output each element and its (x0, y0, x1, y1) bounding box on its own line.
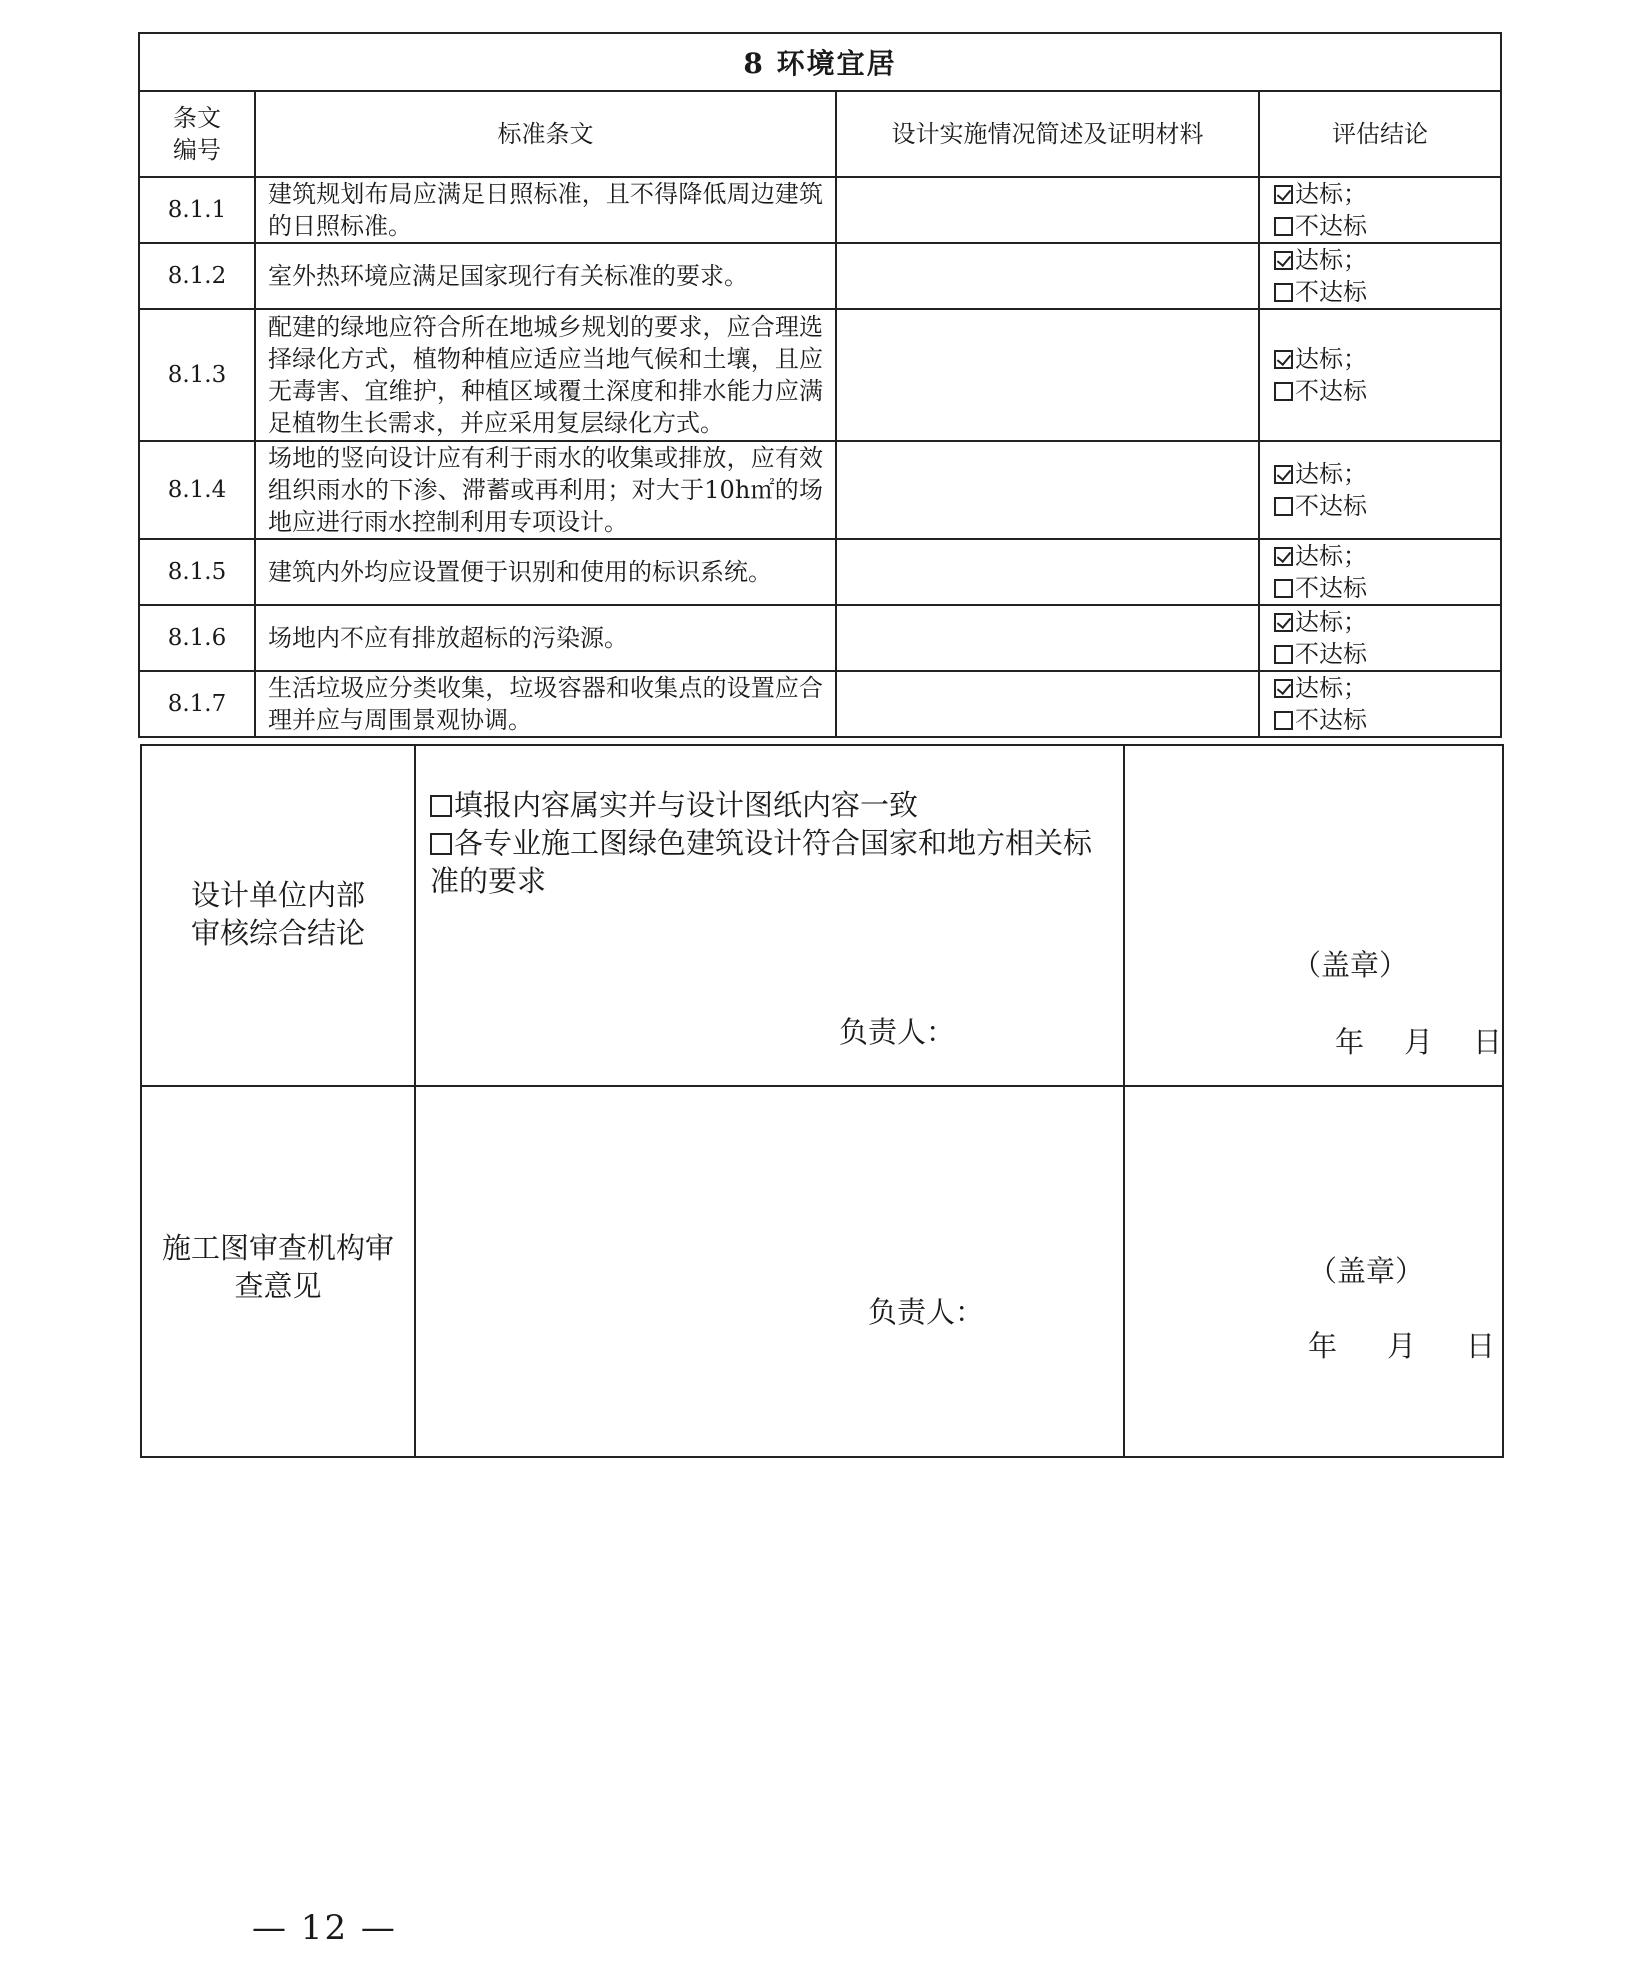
responsible-person-label: 负责人： (868, 1295, 985, 1329)
responsible-person-label: 负责人： (839, 1015, 956, 1049)
checkbox-icon[interactable] (1274, 283, 1293, 302)
review-table (140, 744, 1504, 1458)
table-row (139, 441, 1501, 539)
header-number: 条文编号 (139, 91, 255, 177)
table-row (139, 243, 1501, 309)
meets-standard-option[interactable]: 达标； (1274, 606, 1500, 638)
table-row (139, 309, 1501, 441)
clause-number: 8.1.1 (139, 177, 255, 243)
option-content-accurate[interactable]: 填报内容属实并与设计图纸内容一致 (430, 786, 1103, 824)
design-notes-cell[interactable] (836, 309, 1259, 441)
clause-number: 8.1.7 (139, 671, 255, 737)
clause-text: 生活垃圾应分类收集，垃圾容器和收集点的设置应合理并应与周围景观协调。 (255, 671, 836, 737)
checkbox-checked-icon[interactable] (1274, 613, 1293, 632)
fails-standard-option[interactable]: 不达标 (1274, 210, 1500, 242)
header-design: 设计实施情况简述及证明材料 (836, 91, 1259, 177)
meets-standard-option[interactable]: 达标； (1274, 672, 1500, 704)
option-standards-compliant[interactable]: 各专业施工图绿色建筑设计符合国家和地方相关标准的要求 (430, 826, 1093, 898)
clause-number: 8.1.6 (139, 605, 255, 671)
clause-text: 配建的绿地应符合所在地城乡规划的要求，应合理选择绿化方式，植物种植应适应当地气候和土壤，且应无毒害、宜维护，种植区域覆土深度和排水能力应满足植物生长需求，并应采用复层绿化方式。 (255, 309, 836, 441)
drawing-review-label-line1: 施工图审查机构审 (161, 1231, 394, 1265)
internal-review-label-line1: 设计单位内部 (190, 878, 365, 912)
page-number: — 12 — (252, 1908, 397, 1948)
date-line: 年 月 日 (1308, 1329, 1496, 1363)
drawing-review-seal-cell (1124, 1086, 1503, 1457)
fails-standard-option[interactable]: 不达标 (1274, 490, 1500, 522)
clause-text: 场地内不应有排放超标的污染源。 (255, 605, 836, 671)
fails-standard-option[interactable]: 不达标 (1274, 375, 1500, 407)
conclusion-cell (1259, 177, 1501, 243)
design-notes-cell[interactable] (836, 243, 1259, 309)
checkbox-icon[interactable] (1274, 217, 1293, 236)
checkbox-icon[interactable] (430, 833, 452, 855)
seal-label: （盖章） (1308, 1254, 1425, 1288)
internal-review-row (141, 745, 1503, 1086)
seal-label: （盖章） (1292, 948, 1409, 982)
clause-text: 建筑规划布局应满足日照标准，且不得降低周边建筑的日照标准。 (255, 177, 836, 243)
design-notes-cell[interactable] (836, 605, 1259, 671)
checkbox-checked-icon[interactable] (1274, 251, 1293, 270)
checkbox-checked-icon[interactable] (1274, 547, 1293, 566)
conclusion-cell (1259, 539, 1501, 605)
meets-standard-option[interactable]: 达标； (1274, 244, 1500, 276)
conclusion-cell (1259, 671, 1501, 737)
meets-standard-option[interactable]: 达标； (1274, 343, 1500, 375)
clause-number: 8.1.2 (139, 243, 255, 309)
clause-text: 室外热环境应满足国家现行有关标准的要求。 (255, 243, 836, 309)
checkbox-checked-icon[interactable] (1274, 465, 1293, 484)
table-row (139, 177, 1501, 243)
drawing-review-row (141, 1086, 1503, 1457)
fails-standard-option[interactable]: 不达标 (1274, 276, 1500, 308)
section-title: 8 环境宜居 (139, 33, 1501, 91)
internal-review-label-line2: 审核综合结论 (190, 916, 365, 950)
checkbox-checked-icon[interactable] (1274, 185, 1293, 204)
clause-number: 8.1.3 (139, 309, 255, 441)
design-notes-cell[interactable] (836, 671, 1259, 737)
table-row (139, 605, 1501, 671)
header-standard: 标准条文 (255, 91, 836, 177)
table-row (139, 539, 1501, 605)
internal-review-seal-cell (1124, 745, 1503, 1086)
drawing-review-label-line2: 查意见 (234, 1269, 322, 1303)
internal-review-label (141, 745, 415, 1086)
checkbox-icon[interactable] (1274, 579, 1293, 598)
conclusion-cell (1259, 441, 1501, 539)
checkbox-checked-icon[interactable] (1274, 350, 1293, 369)
clause-text: 建筑内外均应设置便于识别和使用的标识系统。 (255, 539, 836, 605)
meets-standard-option[interactable]: 达标； (1274, 178, 1500, 210)
drawing-review-label (141, 1086, 415, 1457)
checkbox-icon[interactable] (1274, 497, 1293, 516)
drawing-review-opinion-cell[interactable] (415, 1086, 1124, 1457)
design-notes-cell[interactable] (836, 177, 1259, 243)
clause-text: 场地的竖向设计应有利于雨水的收集或排放，应有效组织雨水的下渗、滞蓄或再利用；对大于10h㎡的场地应进行雨水控制利用专项设计。 (255, 441, 836, 539)
date-line: 年 月 日 (1335, 1025, 1503, 1059)
criteria-table (138, 32, 1502, 738)
design-notes-cell[interactable] (836, 539, 1259, 605)
checkbox-icon[interactable] (1274, 645, 1293, 664)
meets-standard-option[interactable]: 达标； (1274, 458, 1500, 490)
design-notes-cell[interactable] (836, 441, 1259, 539)
checkbox-checked-icon[interactable] (1274, 679, 1293, 698)
fails-standard-option[interactable]: 不达标 (1274, 572, 1500, 604)
checkbox-icon[interactable] (430, 795, 452, 817)
table-header-row (139, 91, 1501, 177)
clause-number: 8.1.4 (139, 441, 255, 539)
conclusion-cell (1259, 309, 1501, 441)
checkbox-icon[interactable] (1274, 711, 1293, 730)
fails-standard-option[interactable]: 不达标 (1274, 704, 1500, 736)
meets-standard-option[interactable]: 达标； (1274, 540, 1500, 572)
conclusion-cell (1259, 243, 1501, 309)
table-row (139, 671, 1501, 737)
checkbox-icon[interactable] (1274, 382, 1293, 401)
internal-review-options (415, 745, 1124, 1086)
clause-number: 8.1.5 (139, 539, 255, 605)
fails-standard-option[interactable]: 不达标 (1274, 638, 1500, 670)
header-conclusion: 评估结论 (1259, 91, 1501, 177)
conclusion-cell (1259, 605, 1501, 671)
